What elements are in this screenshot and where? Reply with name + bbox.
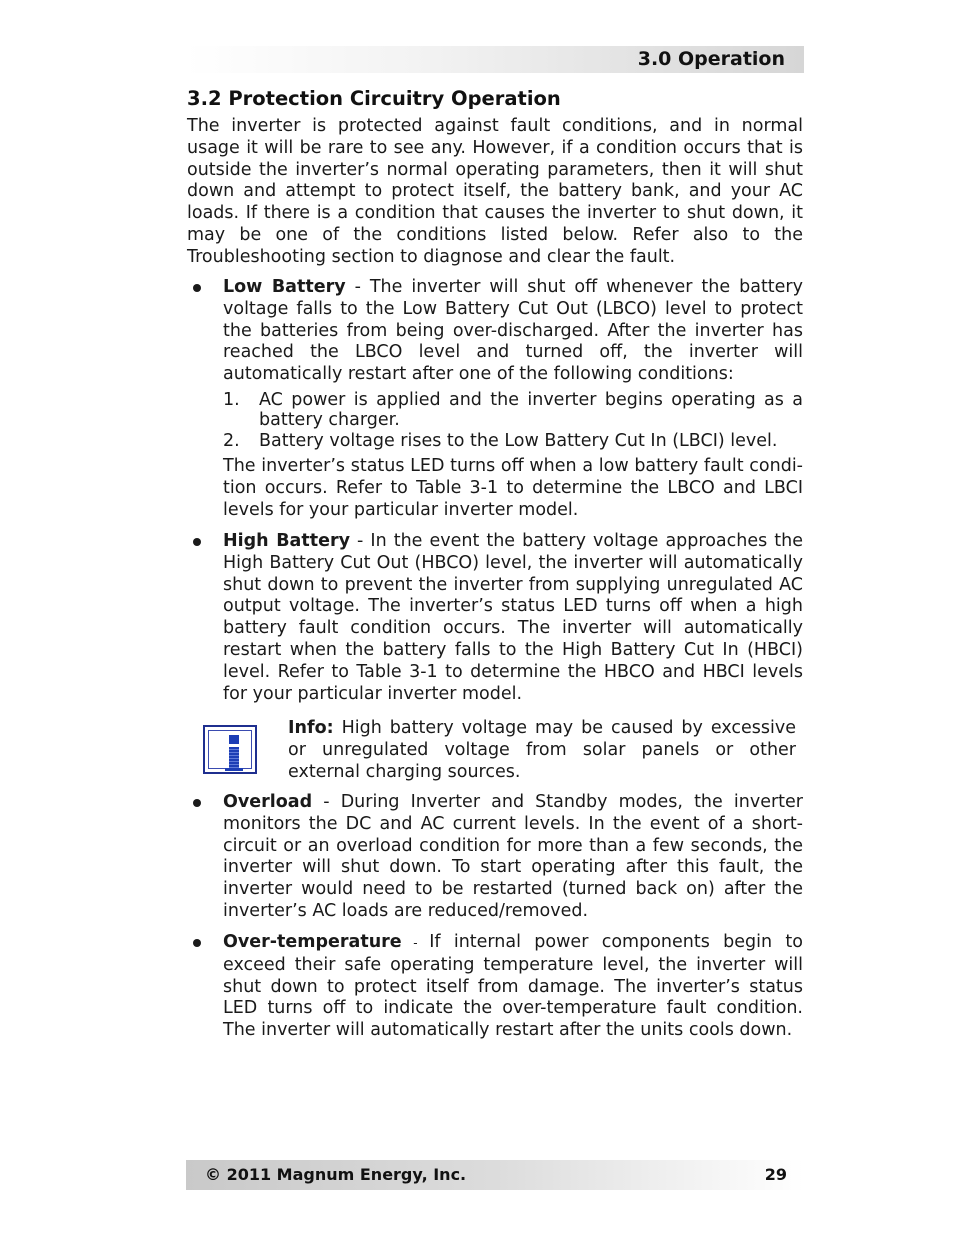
over-temperature-sep: -	[401, 936, 430, 950]
info-label: Info:	[288, 718, 334, 738]
over-temperature-term: Over-temperature	[223, 932, 402, 952]
high-battery-paragraph	[223, 531, 803, 705]
section-header-bar	[186, 46, 804, 73]
footer-bar	[186, 1160, 804, 1190]
list-number-2: 2.	[223, 431, 240, 451]
info-note	[288, 718, 796, 783]
bullet-overload	[193, 799, 201, 807]
overload-text: During Inverter and Standby modes, the inverter monitors the DC and AC current levels. In the event of a short-circuit or an overload condition for more than a few seconds, the inverter will shut down. To start operating after this fault, the inverter would need to be restarted (turned back on) after the inverter’s AC loads are reduced/removed.	[223, 792, 803, 921]
over-temperature-paragraph	[223, 932, 803, 1042]
info-i-stem	[229, 747, 239, 769]
info-icon	[203, 725, 257, 774]
low-battery-term: Low Battery	[223, 277, 346, 297]
overload-sep: -	[312, 792, 341, 812]
info-i-base	[225, 768, 243, 771]
low-battery-text: The inverter will shut off whenever the battery voltage falls to the Low Battery Cut Out (LBCO) level to protect the batteries from being over-discharged. After the inverter has reached the LBCO level and turned off, the inverter will automatically restart after one of the following conditions:	[223, 277, 803, 385]
info-i-dot	[229, 735, 239, 744]
overload-term: Overload	[223, 792, 313, 812]
intro-paragraph: The inverter is protected against fault conditions, and in normal usage it will be rare to see any. However, if a condition occurs that is outside the inverter’s normal operating parameters, then it will shut down and attempt to protect itself, the battery bank, and your AC loads. If there is a condition that causes the inverter to shut down, it may be one of the conditions listed below. Refer also to the Troubleshooting section to diagnose and clear the fault.	[187, 116, 803, 267]
bullet-over-temperature	[193, 939, 201, 947]
list-number-1: 1.	[223, 390, 240, 410]
low-battery-paragraph	[223, 277, 803, 386]
section-title: 3.2 Protection Circuitry Operation	[187, 87, 561, 110]
info-text: High battery voltage may be caused by excessive or unregulated voltage from solar panels or other external charging sources.	[288, 718, 796, 782]
list-item-1: AC power is applied and the inverter begins operating as a battery charger.	[259, 390, 803, 430]
info-icon-frame	[208, 730, 252, 769]
over-temperature-text: If internal power components begin to exceed their safe operating temperature level, the inverter will shut down to protect itself from damage. The inverter’s status LED turns off to indicate the over-temperature fault condition. The inverter will automatically restart after the units cools down.	[223, 932, 803, 1041]
page-number: 29	[764, 1165, 787, 1184]
bullet-low-battery	[193, 284, 201, 292]
low-battery-note: The inverter’s status LED turns off when a low battery fault condi-tion occurs. Refer to Table 3-1 to determine the LBCO and LBCI levels for your particular inverter model.	[223, 456, 803, 520]
bullet-high-battery	[193, 538, 201, 546]
section-header-title: 3.0 Operation	[637, 48, 785, 70]
high-battery-sep: -	[350, 531, 371, 551]
low-battery-sep: -	[345, 277, 370, 297]
high-battery-text: In the event the battery voltage approaches the High Battery Cut Out (HBCO) level, the inverter will automatically shut down to prevent the inverter from supplying unregulated AC output voltage. The inverter’s status LED turns off when a high battery fault condition occurs. The inverter will automatically restart when the battery falls to the High Battery Cut In (HBCI) level. Refer to Table 3-1 to determine the HBCO and HBCI levels for your particular inverter model.	[223, 531, 803, 704]
overload-paragraph	[223, 792, 803, 923]
list-item-2: Battery voltage rises to the Low Battery Cut In (LBCI) level.	[259, 431, 778, 451]
footer-copyright: © 2011 Magnum Energy, Inc.	[205, 1165, 467, 1184]
high-battery-term: High Battery	[223, 531, 350, 551]
